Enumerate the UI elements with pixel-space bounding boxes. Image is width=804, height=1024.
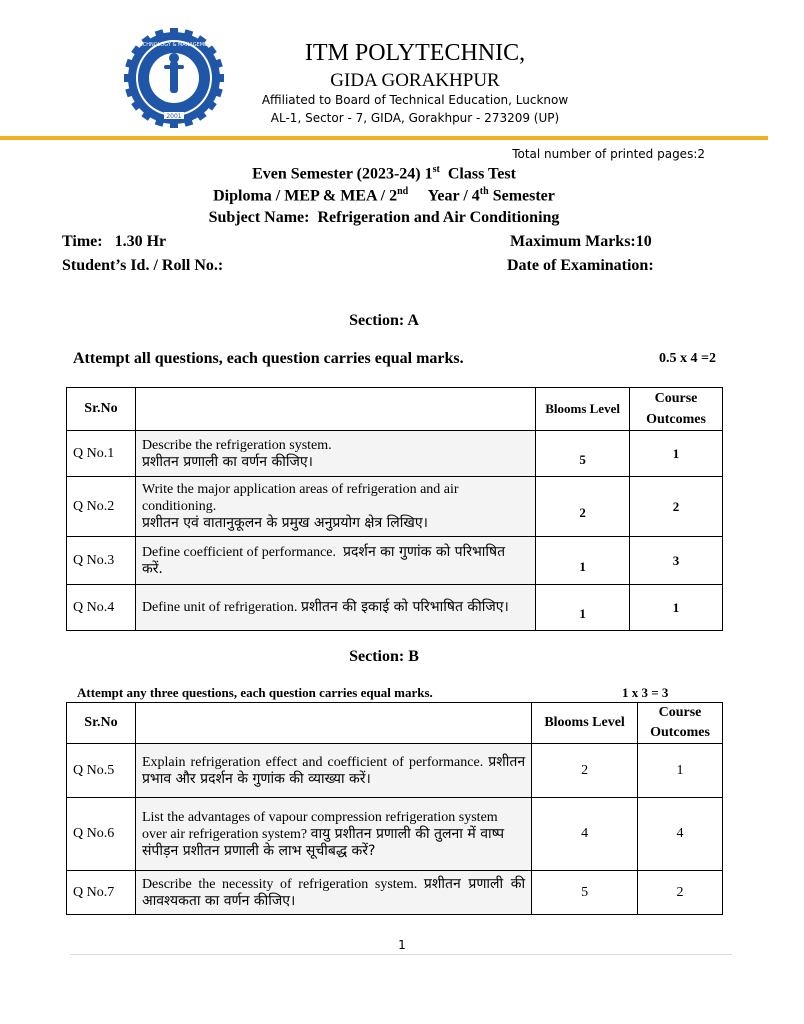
- header-course-outcomes: [638, 703, 723, 744]
- co-cell: 2: [638, 871, 723, 915]
- blooms-cell: 4: [532, 798, 638, 871]
- table-row: [67, 871, 723, 915]
- qno-cell: Q No.5: [67, 744, 136, 798]
- question-hi: वायु प्रशीतन प्रणाली की तुलना में वाष्प संपीड़न प्रशीतन प्रणाली के लाभ सूचीबद्ध करें?: [141, 825, 505, 859]
- question-hi: प्रशीतन प्रभाव और प्रदर्शन के गुणांक की व्याख्या करें।: [141, 753, 526, 787]
- question-en: List the advantages of vapour compression refrigeration system over air refrigeration system?: [141, 809, 502, 842]
- course-a: Diploma / MEP & MEA / 2: [213, 187, 398, 205]
- header-rule: [0, 136, 768, 140]
- question-hi: प्रशीतन प्रणाली की आवश्यकता का वर्णन कीजिए।: [141, 875, 526, 909]
- header-question: [135, 703, 531, 744]
- question-en: Explain refrigeration effect and coefficient of performance.: [141, 754, 489, 770]
- footer-rule: [70, 954, 732, 955]
- question-cell: [135, 798, 531, 871]
- question-hi: प्रशीतन प्रणाली का वर्णन कीजिए।: [141, 453, 313, 470]
- blooms-cell: 1: [536, 537, 630, 585]
- institute-name: ITM POLYTECHNIC,: [304, 40, 526, 66]
- blooms-cell: 2: [532, 744, 638, 798]
- exam-title-b: Class Test: [439, 165, 516, 183]
- qno-cell: Q No.1: [67, 431, 136, 477]
- header-question: [135, 388, 535, 431]
- qno-cell: Q No.6: [67, 798, 136, 871]
- institute-city: GIDA GORAKHPUR: [330, 70, 500, 91]
- question-en: Define unit of refrigeration.: [141, 600, 301, 615]
- printed-pages: Total number of printed pages:2: [512, 147, 705, 161]
- table-row: [67, 798, 723, 871]
- table-row: [67, 431, 723, 477]
- logo-cog-tooth: [124, 74, 132, 82]
- question-en: Write the major application areas of refrigeration and air conditioning.: [141, 482, 459, 514]
- logo-ring-text: INSTITUTE OF TECHNOLOGY & MANAGEMENT GORAKHPUR: [100, 42, 248, 48]
- exam-time: Time: 1.30 Hr: [62, 233, 167, 250]
- table-row: [67, 537, 723, 585]
- course-b: Year / 4: [408, 187, 480, 205]
- question-en: Describe the necessity of refrigeration system.: [141, 876, 424, 892]
- qno-cell: Q No.4: [67, 585, 136, 631]
- address: AL-1, Sector - 7, GIDA, Gorakhpur - 273209 (UP): [270, 111, 560, 125]
- subject-name: Subject Name: Refrigeration and Air Conditioning: [208, 209, 560, 226]
- student-id: Student’s Id. / Roll No.:: [62, 257, 224, 274]
- course-sup1: nd: [397, 186, 409, 197]
- qno-cell: Q No.7: [67, 871, 136, 915]
- table-row: [67, 477, 723, 537]
- section-a-instruction: Attempt all questions, each question carries equal marks.: [73, 350, 464, 367]
- section-a-title: Section: A: [349, 312, 419, 329]
- blooms-cell: 5: [536, 431, 630, 477]
- question-en: Define coefficient of performance.: [141, 544, 344, 560]
- page-number: 1: [398, 938, 406, 952]
- exam-title: [0, 164, 768, 183]
- question-cell: [135, 477, 535, 537]
- header-blooms: Blooms Level: [532, 703, 638, 744]
- table-header-row: [67, 703, 723, 744]
- logo-cog-tooth: [170, 28, 178, 36]
- section-b-table: [66, 702, 723, 915]
- section-b-marks: 1 x 3 = 3: [622, 685, 669, 700]
- question-hi: प्रशीतन एवं वातानुकूलन के प्रमुख अनुप्रयोग क्षेत्र लिखिए।: [141, 515, 428, 531]
- header-course-outcomes: [630, 388, 723, 431]
- question-cell: [135, 537, 535, 585]
- table-row: [67, 744, 723, 798]
- logo-cog-tooth: [170, 120, 178, 128]
- max-marks: Maximum Marks:10: [510, 233, 652, 250]
- exam-title-sup: st: [432, 164, 440, 175]
- blooms-cell: 1: [536, 585, 630, 631]
- question-hi: प्रशीतन की इकाई को परिभाषित कीजिए।: [300, 599, 509, 615]
- header-co-2: Outcomes: [646, 412, 706, 427]
- qno-cell: Q No.2: [67, 477, 136, 537]
- question-cell: [135, 431, 535, 477]
- question-en: Describe the refrigeration system.: [141, 437, 332, 453]
- co-cell: 1: [630, 431, 723, 477]
- logo-year: 2001: [166, 113, 182, 120]
- course-c: Semester: [488, 187, 555, 205]
- section-a-marks: 0.5 x 4 =2: [659, 351, 716, 366]
- exam-date: Date of Examination:: [507, 257, 654, 274]
- question-hi: प्रदर्शन का गुणांक को परिभाषित करें.: [141, 543, 506, 577]
- header-srno: Sr.No: [67, 703, 136, 744]
- exam-title-a: Even Semester (2023-24) 1: [252, 165, 433, 183]
- co-cell: 1: [638, 744, 723, 798]
- section-a-table: [66, 387, 723, 631]
- blooms-cell: 5: [532, 871, 638, 915]
- header-co-1: Course: [658, 705, 702, 720]
- co-cell: 2: [630, 477, 723, 537]
- co-cell: 1: [630, 585, 723, 631]
- qno-cell: Q No.3: [67, 537, 136, 585]
- header-srno: Sr.No: [67, 388, 136, 431]
- blooms-cell: 2: [536, 477, 630, 537]
- course-sup2: th: [479, 186, 489, 197]
- affiliation: Affiliated to Board of Technical Education, Lucknow: [261, 93, 569, 107]
- section-b-title: Section: B: [349, 648, 419, 665]
- question-cell: [135, 744, 531, 798]
- question-cell: [135, 585, 535, 631]
- co-cell: 3: [630, 537, 723, 585]
- question-cell: [135, 871, 531, 915]
- course-line: [0, 186, 768, 205]
- co-cell: 4: [638, 798, 723, 871]
- table-row: [67, 585, 723, 631]
- header-co-2: Outcomes: [650, 725, 710, 740]
- header-blooms: Blooms Level: [536, 388, 630, 431]
- section-b-instruction: Attempt any three questions, each question carries equal marks.: [77, 685, 433, 700]
- table-header-row: [67, 388, 723, 431]
- header-co-1: Course: [654, 391, 698, 406]
